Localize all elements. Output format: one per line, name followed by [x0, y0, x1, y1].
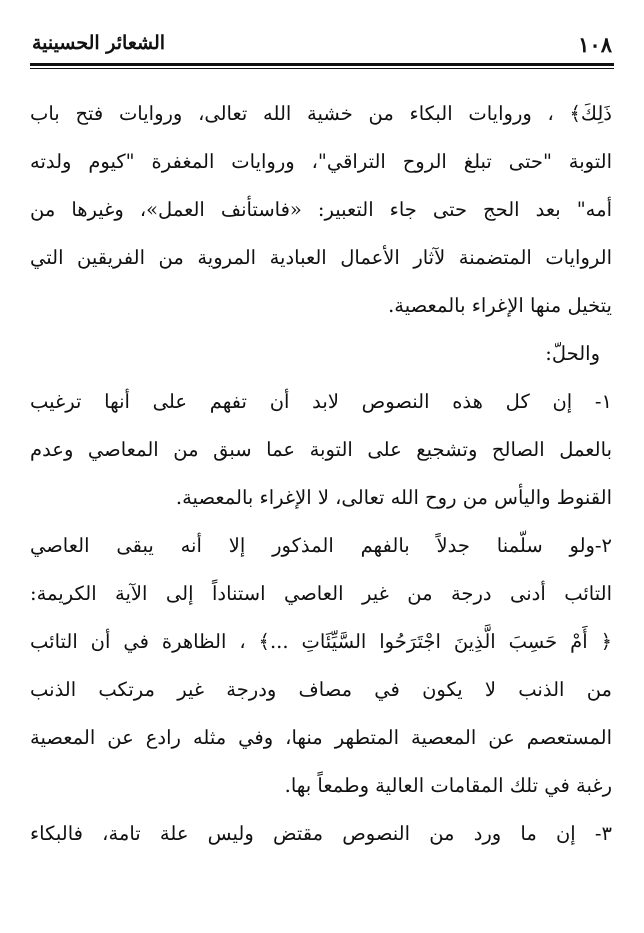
header-rule-thin: [30, 68, 614, 69]
header-rule-thick: [30, 63, 614, 66]
text-line: ١- إن كل هذه النصوص لابد أن تفهم على أنها ترغيب: [30, 390, 612, 413]
text-line: ٣- إن ما ورد من النصوص مقتض وليس علة تامة، فالبكاء: [30, 822, 612, 845]
text-line: ﴿ أَمْ حَسِبَ الَّذِينَ اجْتَرَحُوا السَّيِّئَاتِ ...﴾ ، الظاهرة في أن التائب: [30, 630, 612, 653]
text-line: رغبة في تلك المقامات العالية وطمعاً بها.: [284, 774, 612, 797]
text-line: القنوط واليأس من روح الله تعالى، لا الإغراء بالمعصية.: [175, 486, 612, 509]
text-line: الروايات المتضمنة لآثار الأعمال العبادية المروية من الفريقين التي: [30, 246, 612, 269]
text-line: المستعصم عن المعصية المتطهر منها، وفي مثله رادع عن المعصية: [30, 726, 612, 749]
running-title: الشعائر الحسينية: [32, 32, 166, 54]
text-line: ذَلِكَ﴾ ، وروايات البكاء من خشية الله تعالى، وروايات فتح باب: [30, 102, 612, 125]
page-header: [30, 28, 614, 64]
text-line: يتخيل منها الإغراء بالمعصية.: [388, 294, 612, 317]
body-text: [30, 90, 612, 858]
section-heading: والحلّ:: [545, 342, 600, 365]
text-line: التوبة "حتى تبلغ الروح التراقي"، وروايات المغفرة "كيوم ولدته: [30, 150, 612, 173]
text-line: من الذنب لا يكون في مصاف ودرجة غير مرتكب الذنب: [30, 678, 612, 701]
page-number: ١٠٨: [578, 32, 612, 57]
text-line: التائب أدنى درجة من غير العاصي استناداً إلى الآية الكريمة:: [30, 582, 612, 605]
text-line: بالعمل الصالح وتشجيع على التوبة عما سبق من المعاصي وعدم: [30, 438, 612, 461]
text-line: ٢-ولو سلّمنا جدلاً بالفهم المذكور إلا أنه يبقى العاصي: [30, 534, 612, 557]
text-line: أمه" بعد الحج حتى جاء التعبير: «فاستأنف العمل»، وغيرها من: [30, 198, 612, 221]
